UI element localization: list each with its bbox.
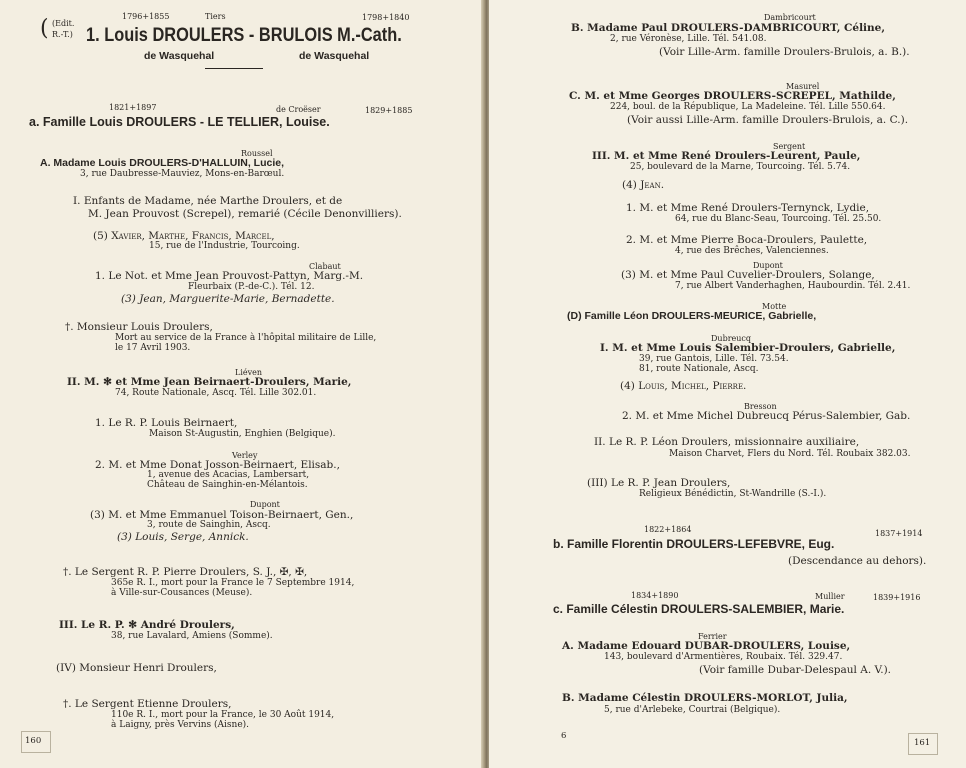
not1-name: 1. Le Not. et Mme Jean Prouvost-Pattyn, Marg.-M. — [95, 270, 364, 282]
DI-children: (4) Louis, Michel, Pierre. — [620, 380, 747, 392]
sec-c-note: Mullier — [815, 592, 845, 601]
etienne-line2: à Laigny, près Vervins (Aisne). — [111, 720, 250, 730]
sec-b-years-2: 1837+1914 — [875, 529, 923, 538]
I-line2: M. Jean Prouvost (Screpel), remarié (Cécile Denonvilliers). — [88, 208, 402, 220]
page-number: 160 — [25, 736, 42, 746]
D-name: (D) Famille Léon DROULERS-MEURICE, Gabrielle, — [567, 310, 817, 322]
header-tiers: Tiers — [205, 12, 226, 21]
C-note: Masurel — [786, 82, 820, 91]
c5-address: 15, rue de l'Industrie, Tourcoing. — [149, 241, 300, 251]
r3-note: Dupont — [753, 261, 783, 270]
header-years-1: 1796+1855 — [122, 12, 170, 21]
DI-address2: 81, route Nationale, Ascq. — [639, 364, 759, 374]
B-note: Dambricourt — [764, 13, 816, 22]
sec-c-years-1: 1834+1890 — [631, 591, 679, 600]
sec-a-years-2: 1829+1885 — [365, 106, 413, 115]
not1-children: (3) Jean, Marguerite-Marie, Bernadette. — [121, 293, 335, 305]
A-name: A. Madame Louis DROULERS-D'HALLUIN, Lucie, — [40, 157, 285, 169]
edition-mark: ( — [40, 16, 49, 41]
IV-name: (IV) Monsieur Henri Droulers, — [56, 662, 217, 674]
sec-a-note: de Croëser — [276, 105, 321, 114]
emmanuel-children: (3) Louis, Serge, Annick. — [117, 531, 249, 543]
sec-a-title: a. Famille Louis DROULERS - LE TELLIER, Louise. — [29, 115, 330, 129]
rp1-address: Maison St-Augustin, Enghien (Belgique). — [149, 429, 336, 439]
DII-name: II. Le R. P. Léon Droulers, missionnaire auxiliaire, — [594, 436, 860, 448]
donat-note: Verley — [232, 451, 258, 460]
page-number: 161 — [914, 738, 931, 748]
DII-address: Maison Charvet, Flers du Nord. Tél. Roubaix 382.03. — [669, 449, 911, 459]
louis-line1: Mort au service de la France à l'hôpital militaire de Lille, — [115, 333, 377, 343]
edition-mark-line1: (Edit. — [52, 19, 75, 28]
B-address: 2, rue Véronèse, Lille. Tél. 541.08. — [610, 34, 767, 44]
not1-note: Clabaut — [309, 262, 341, 271]
louis-line2: le 17 Avril 1903. — [115, 343, 191, 353]
B-see-also: (Voir Lille-Arm. famille Droulers-Brulois, a. B.). — [659, 46, 910, 58]
header-title: 1. Louis DROULERS - BRULOIS M.-Cath. — [86, 24, 402, 46]
II-name: II. M. ✻ et Mme Jean Beirnaert-Droulers, Marie, — [67, 376, 352, 388]
II-note: Liéven — [235, 368, 263, 377]
r2-name: 2. M. et Mme Pierre Boca-Droulers, Paulette, — [626, 234, 868, 246]
donat-address1: 1, avenue des Acacias, Lambersart, — [147, 470, 310, 480]
sec-a-years-1: 1821+1897 — [109, 103, 157, 112]
emmanuel-address: 3, route de Sainghin, Ascq. — [147, 520, 271, 530]
r3-address: 7, rue Albert Vanderhaghen, Haubourdin. Tél. 2.41. — [675, 281, 911, 291]
header-years-2: 1798+1840 — [362, 13, 410, 22]
C-see-also: (Voir aussi Lille-Arm. famille Droulers-Brulois, a. C.). — [627, 114, 909, 126]
r1-address: 64, rue du Blanc-Seau, Tourcoing. Tél. 25.50. — [675, 214, 882, 224]
header-origin-1: de Wasquehal — [144, 50, 215, 62]
A-note: Roussel — [241, 149, 273, 158]
IIIr-name: III. M. et Mme René Droulers-Leurent, Paule, — [592, 150, 861, 162]
header-rule — [205, 68, 263, 69]
sec-c-title: c. Famille Célestin DROULERS-SALEMBIER, Marie. — [553, 602, 845, 616]
emmanuel-name: (3) M. et Mme Emmanuel Toison-Beirnaert, Gen., — [90, 509, 354, 521]
I-line1: I. Enfants de Madame, née Marthe Droulers, et de — [73, 195, 343, 207]
r2-address: 4, rue des Brêches, Valenciennes. — [675, 246, 829, 256]
donat-name: 2. M. et Mme Donat Josson-Beirnaert, Elisab., — [95, 459, 340, 471]
cB-address: 5, rue d'Arlebeke, Courtrai (Belgique). — [604, 705, 781, 715]
DIII-name: (III) Le R. P. Jean Droulers, — [587, 477, 731, 489]
IIIr-children: (4) Jean. — [622, 179, 665, 191]
IIIr-note: Sergent — [773, 142, 806, 151]
etienne-line1: 110e R. I., mort pour la France, le 30 Août 1914, — [111, 710, 335, 720]
emmanuel-note: Dupont — [250, 500, 280, 509]
edition-mark-line2: R.-T.) — [52, 30, 73, 39]
donat-address2: Château de Sainghin-en-Mélantois. — [147, 480, 308, 490]
III-address: 38, rue Lavalard, Amiens (Somme). — [111, 631, 273, 641]
not1-address: Fleurbaix (P.-de-C.). Tél. 12. — [188, 282, 315, 292]
pierre-line1: 365e R. I., mort pour la France le 7 Septembre 1914, — [111, 578, 355, 588]
sec-b-note: (Descendance au dehors). — [788, 555, 927, 567]
right-page — [489, 0, 966, 768]
d2-name: 2. M. et Mme Michel Dubreucq Pérus-Salembier, Gab. — [622, 410, 911, 422]
header-origin-2: de Wasquehal — [299, 50, 370, 62]
rp1-name: 1. Le R. P. Louis Beirnaert, — [95, 417, 238, 429]
louis-name: †. Monsieur Louis Droulers, — [65, 321, 213, 333]
DIII-address: Religieux Bénédictin, St-Wandrille (S.-I.). — [639, 489, 827, 499]
pierre-name: †. Le Sergent R. P. Pierre Droulers, S. J., ✠, ✠, — [63, 566, 308, 578]
A-address: 3, rue Daubresse-Mauviez, Mons-en-Barœul. — [80, 169, 285, 179]
cA-note: Ferrier — [698, 632, 727, 641]
B-name: B. Madame Paul DROULERS-DAMBRICOURT, Céline, — [571, 22, 886, 34]
IIIr-address: 25, boulevard de la Marne, Tourcoing. Tél. 5.74. — [630, 162, 851, 172]
C-name: C. M. et Mme Georges DROULERS-SCREPEL, Mathilde, — [569, 90, 896, 102]
sec-b-years-1: 1822+1864 — [644, 525, 692, 534]
cA-address: 143, boulevard d'Armentières, Roubaix. Tél. 329.47. — [604, 652, 843, 662]
II-address: 74, Route Nationale, Ascq. Tél. Lille 302.01. — [115, 388, 317, 398]
III-name: III. Le R. P. ✻ André Droulers, — [59, 619, 235, 631]
DI-name: I. M. et Mme Louis Salembier-Droulers, Gabrielle, — [600, 342, 896, 354]
cB-name: B. Madame Célestin DROULERS-MORLOT, Julia, — [562, 692, 848, 704]
sec-c-years-2: 1839+1916 — [873, 593, 921, 602]
d2-note: Bresson — [744, 402, 777, 411]
DI-address1: 39, rue Gantois, Lille. Tél. 73.54. — [639, 354, 789, 364]
r3-name: (3) M. et Mme Paul Cuvelier-Droulers, Solange, — [621, 269, 875, 281]
D-note: Motte — [762, 302, 787, 311]
signature-mark: 6 — [561, 731, 567, 741]
DI-note: Dubreucq — [711, 334, 751, 343]
pierre-line2: à Ville-sur-Cousances (Meuse). — [111, 588, 253, 598]
cA-name: A. Madame Edouard DUBAR-DROULERS, Louise, — [562, 640, 851, 652]
cA-see-also: (Voir famille Dubar-Delespaul A. V.). — [699, 664, 892, 676]
C-address: 224, boul. de la République, La Madeleine. Tél. Lille 550.64. — [610, 102, 886, 112]
sec-b-title: b. Famille Florentin DROULERS-LEFEBVRE, Eug. — [553, 537, 835, 551]
etienne-name: †. Le Sergent Etienne Droulers, — [63, 698, 232, 710]
c5-names: (5) Xavier, Marthe, Francis, Marcel, — [93, 230, 275, 242]
r1-name: 1. M. et Mme René Droulers-Ternynck, Lydie, — [626, 202, 870, 214]
